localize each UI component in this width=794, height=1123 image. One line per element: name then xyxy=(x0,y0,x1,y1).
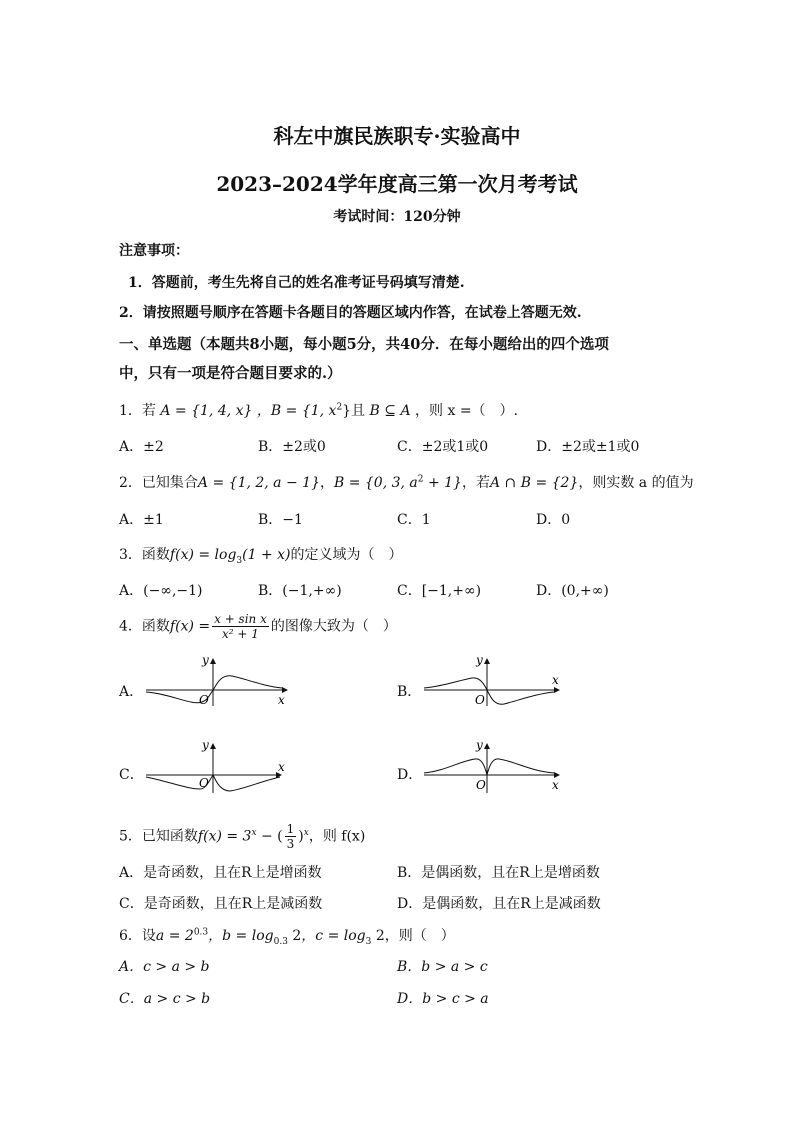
q2-option-c: C．1 xyxy=(397,512,431,528)
graph-a-x-label: x xyxy=(278,693,285,707)
q1-prefix: 1．若 xyxy=(119,403,156,419)
q5-option-b: B．是偶函数，且在R上是增函数 xyxy=(397,865,600,881)
q1-tail: ，则 x =（ ）. xyxy=(415,403,519,419)
graph-b-x-arrow xyxy=(554,687,560,693)
q1-option-c: C．±2或1或0 xyxy=(397,439,489,455)
question-5 xyxy=(119,822,365,851)
graph-b-curve xyxy=(424,678,554,704)
q3-prefix: 3．函数 xyxy=(119,547,170,563)
q5-option-a: A．是奇函数，且在R上是增函数 xyxy=(119,865,322,881)
q5-option-c: C．是奇函数，且在R上是减函数 xyxy=(119,896,323,912)
q2-set-b-post: + 1} xyxy=(423,475,462,491)
q5-tail: ，则 f(x) xyxy=(308,828,366,845)
q5-numerator: 1 xyxy=(286,822,295,836)
graph-b-y-arrow xyxy=(484,658,490,664)
graph-d-y-arrow xyxy=(484,743,490,749)
graph-a-y-arrow xyxy=(210,658,216,664)
q4-prefix: 4．函数 xyxy=(119,618,170,635)
question-1 xyxy=(119,400,518,420)
q6-c-post: 2 xyxy=(371,928,385,944)
graph-d-curve xyxy=(424,759,554,775)
q6-option-d: D．b > c > a xyxy=(397,991,489,1007)
q6-b-pre: ，b = log xyxy=(208,928,274,944)
q4-graph-b xyxy=(420,652,570,708)
q2-set-b-pre: B = {0, 3, a xyxy=(333,475,418,491)
q6-option-a: A．c > a > b xyxy=(119,959,210,975)
school-title: 科左中旗民族职专·实验高中 xyxy=(273,124,521,148)
graph-c-x-label: x xyxy=(278,760,285,774)
q6-b-sub: 0.3 xyxy=(273,936,288,947)
exam-time: 考试时间：120分钟 xyxy=(333,209,461,225)
exam-title: 2023–2024学年度高三第一次月考考试 xyxy=(216,172,578,196)
q4-graph-c xyxy=(142,737,292,797)
q1-set-b-post: }且 xyxy=(342,403,366,419)
q3-option-b: B．(−1,+∞) xyxy=(258,583,342,599)
q6-b-post: 2 xyxy=(287,928,302,944)
graph-c-origin: O xyxy=(199,776,209,790)
q5-prefix: 5．已知函数 xyxy=(119,828,198,845)
q4-graph-a xyxy=(142,652,292,708)
question-3 xyxy=(119,544,403,566)
q4-option-b: B． xyxy=(397,684,422,700)
graph-b-origin: O xyxy=(475,693,485,707)
q3-tail: 的定义域为（ ） xyxy=(290,547,403,563)
q3-func-sub: 3 xyxy=(236,555,243,566)
section1-heading-line1: 一、单选题（本题共8小题，每小题5分，共40分．在每小题给出的四个选项 xyxy=(119,336,609,353)
graph-b-x-label: x xyxy=(552,673,559,687)
q2-tail: ，则实数 a 的值为 xyxy=(578,475,694,491)
graph-b-y-label: y xyxy=(476,653,483,667)
graph-d-y-label: y xyxy=(476,738,483,752)
graph-c-y-arrow xyxy=(210,743,216,749)
q4-numerator: x + sin x xyxy=(214,612,267,626)
q1-option-d: D．±2或±1或0 xyxy=(536,439,640,455)
q4-option-d: D． xyxy=(397,767,423,783)
notice-heading: 注意事项： xyxy=(119,243,189,259)
q5-denominator: 3 xyxy=(286,837,295,851)
q6-option-b: B．b > a > c xyxy=(397,959,488,975)
question-2 xyxy=(119,472,694,492)
graph-a-y-label: y xyxy=(202,653,209,667)
graph-a-curve xyxy=(146,676,282,703)
q6-tail: ，则（ ） xyxy=(384,928,455,944)
q3-func-pre: f(x) = log xyxy=(169,547,237,563)
q2-option-b: B．−1 xyxy=(258,512,303,528)
q4-option-c: C． xyxy=(119,767,144,783)
q2-set-a: A = {1, 2, a − 1} xyxy=(197,475,320,491)
q4-tail: 的图像大致为（ ） xyxy=(270,618,397,635)
q6-a-pre: a = 2 xyxy=(155,928,194,944)
notice-item-2: 2．请按照题号顺序在答题卡各题目的答题区域内作答，在试卷上答题无效. xyxy=(119,305,582,321)
question-6 xyxy=(119,925,455,947)
q1-option-a: A．±2 xyxy=(119,439,164,455)
q6-option-c: C．a > c > b xyxy=(119,991,211,1007)
q5-sup1: x xyxy=(251,827,257,838)
q3-func-post: (1 + x) xyxy=(242,547,291,563)
graph-c-y-label: y xyxy=(202,738,209,752)
q3-option-a: A．(−∞,−1) xyxy=(119,583,203,599)
q1-set-b-sup: 2 xyxy=(336,402,343,413)
q5-sup2: x xyxy=(303,827,309,838)
q6-c-pre: ，c = log xyxy=(301,928,366,944)
q2-prefix: 2．已知集合 xyxy=(119,475,198,491)
q1-set-a: A = {1, 4, x} xyxy=(160,403,253,419)
q4-option-a: A． xyxy=(119,684,144,700)
q2-cond: A ∩ B = {2} xyxy=(489,475,579,491)
q6-prefix: 6．设 xyxy=(119,928,156,944)
graph-d-x-label: x xyxy=(552,778,559,792)
q4-graph-d xyxy=(420,737,570,797)
q4-func-lhs: f(x) = xyxy=(169,618,211,635)
q2-option-a: A．±1 xyxy=(119,512,164,528)
q1-subset: B ⊆ A xyxy=(369,403,411,419)
question-4 xyxy=(119,612,397,641)
q6-a-sup: 0.3 xyxy=(193,927,209,938)
q3-option-c: C．[−1,+∞) xyxy=(397,583,482,599)
q5-option-d: D．是偶函数，且在R上是减函数 xyxy=(397,896,601,912)
q4-denominator: x² + 1 xyxy=(222,627,259,641)
notice-item-1: 1．答题前，考生先将自己的姓名准考证号码填写清楚. xyxy=(128,275,465,291)
q6-c-sub: 3 xyxy=(365,936,372,947)
q1-option-b: B．±2或0 xyxy=(258,439,326,455)
q1-set-b-pre: ，B = {1, x xyxy=(256,403,337,419)
q2-set-b-sup: 2 xyxy=(417,474,424,485)
graph-a-origin: O xyxy=(199,693,209,707)
q5-fraction xyxy=(285,822,297,851)
q5-minus: − ( xyxy=(256,828,283,845)
q5-func: f(x) = 3 xyxy=(197,828,252,845)
q5-close: ) xyxy=(298,828,304,845)
q2-cond-pre: ，若 xyxy=(461,475,490,491)
q3-option-d: D．(0,+∞) xyxy=(536,583,609,599)
graph-d-origin: O xyxy=(476,778,486,792)
q2-option-d: D．0 xyxy=(536,512,571,528)
q4-fraction xyxy=(212,612,269,641)
section1-heading-line2: 中，只有一项是符合题目要求的.） xyxy=(119,365,342,382)
q2-mid: ， xyxy=(319,475,334,491)
